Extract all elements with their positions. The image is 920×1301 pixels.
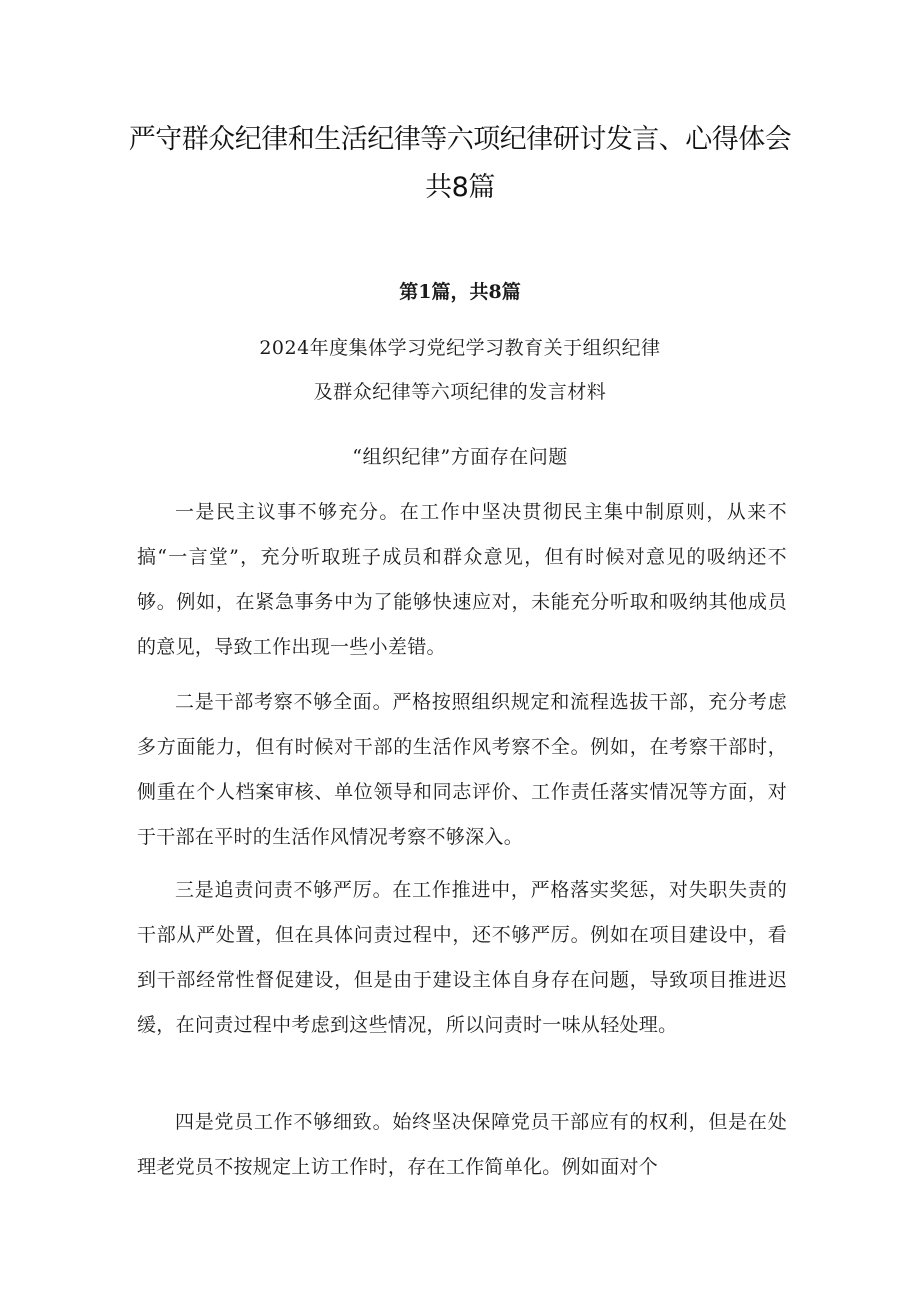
paragraph-3: 三是追责问责不够严厉。在工作推进中，严格落实奖惩，对失职失责的干部从严处置，但在具体问责过程中，还不够严厉。例如在项目建设中，看到干部经常性督促建设，但是由于建设主体自身存在问题，导致项目推进迟缓，在问责过程中考虑到这些情况，所以问责时一味从轻处理。 xyxy=(137,879,787,1036)
paragraph-4: 四是党员工作不够细致。始终坚决保障党员干部应有的权利，但是在处理老党员不按规定上访工作时，存在工作简单化。例如面对个 xyxy=(137,1111,787,1178)
subtitle-line-2: 及群众纪律等六项纪律的发言材料 xyxy=(313,381,607,403)
part-label: 第1篇，共8篇 xyxy=(399,281,521,303)
subtitle-line-1: 2024年度集体学习党纪学习教育关于组织纪律 xyxy=(259,337,661,359)
section-heading: “组织纪律”方面存在问题 xyxy=(352,446,568,468)
document-title: 严守群众纪律和生活纪律等六项纪律研讨发言、心得体会共8篇 xyxy=(128,124,792,203)
paragraph-2: 二是干部考察不够全面。严格按照组织规定和流程选拔干部，充分考虑多方面能力，但有时候对干部的生活作风考察不全。例如，在考察干部时，侧重在个人档案审核、单位领导和同志评价、工作责任落实情况等方面，对于干部在平时的生活作风情况考察不够深入。 xyxy=(137,691,787,848)
paragraph-1: 一是民主议事不够充分。在工作中坚决贯彻民主集中制原则，从来不搞“一言堂”，充分听取班子成员和群众意见，但有时候对意见的吸纳还不够。例如，在紧急事务中为了能够快速应对，未能充分听取和吸纳其他成员的意见，导致工作出现一些小差错。 xyxy=(137,501,787,658)
